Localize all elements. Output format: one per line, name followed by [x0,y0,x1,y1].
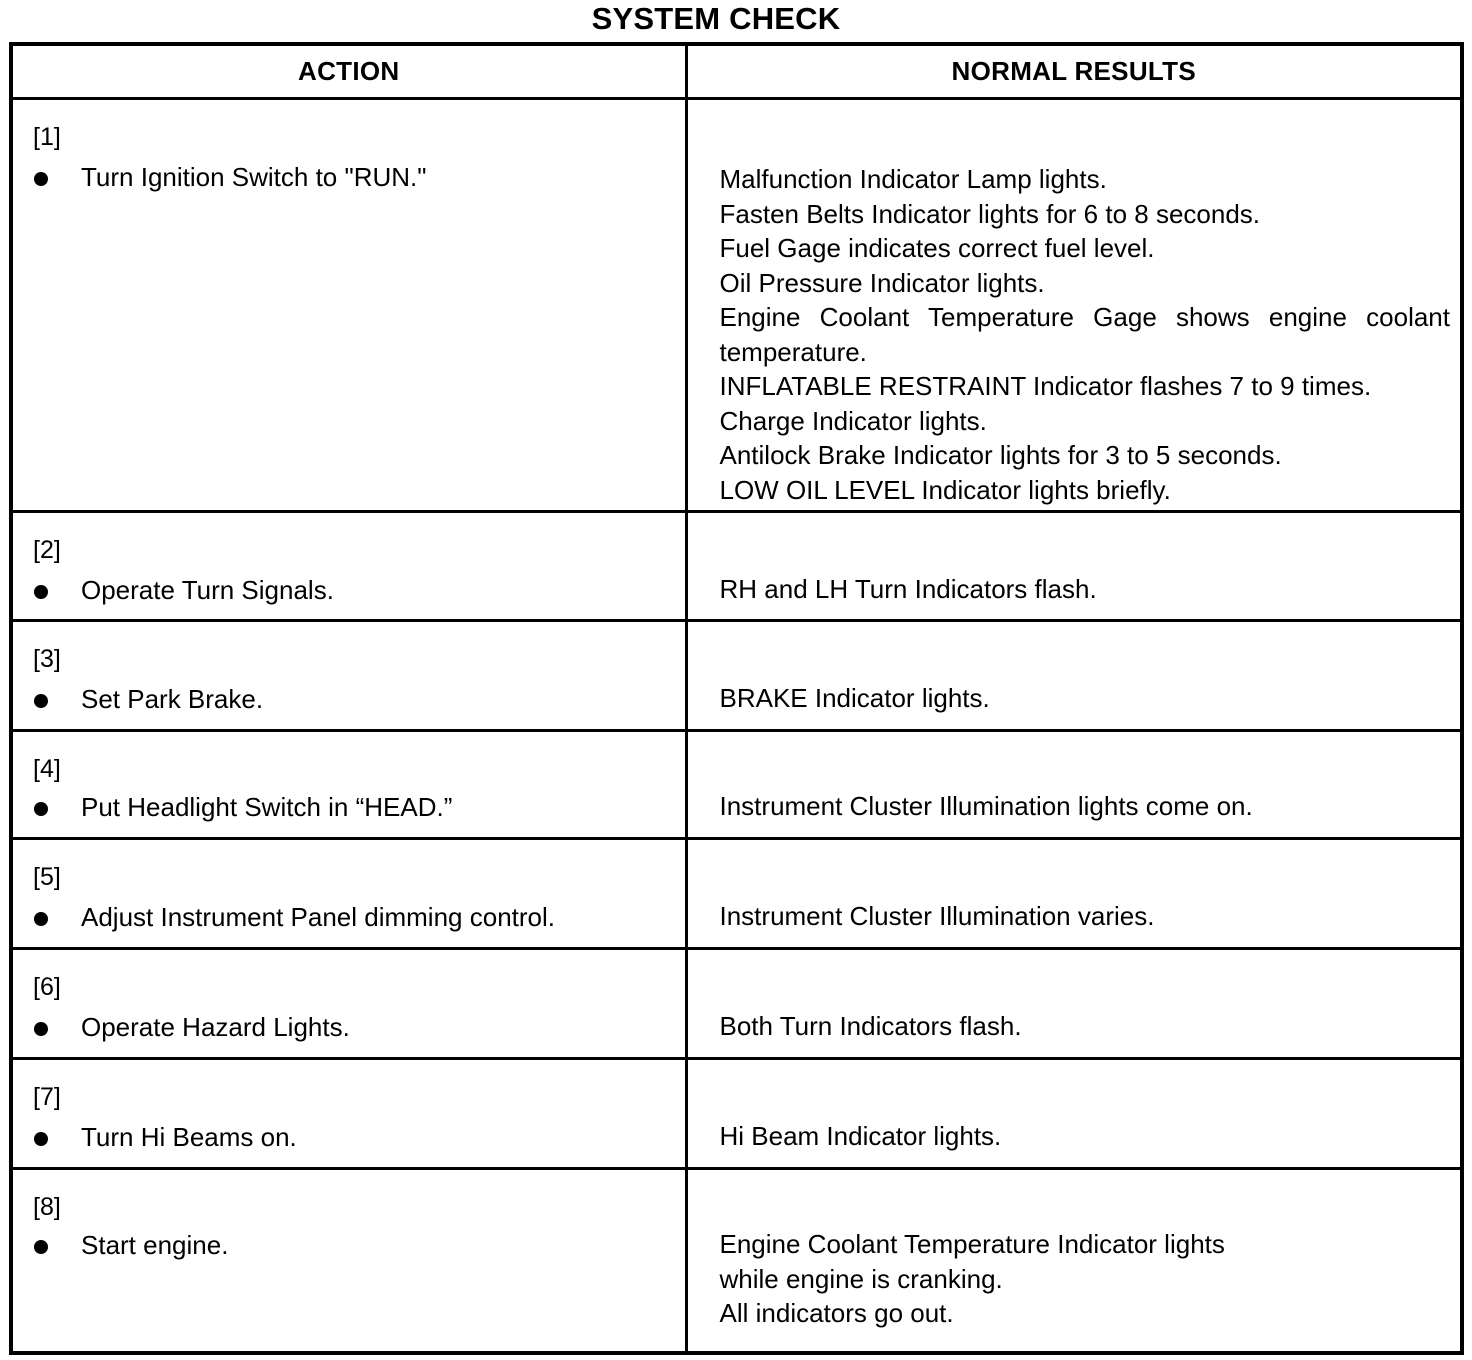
result-line: INFLATABLE RESTRAINT Indicator flashes 7 to 9 times. [719,371,1372,401]
results-list [688,622,1461,716]
system-check-table [9,42,1464,1355]
step-number: [7] [33,1083,61,1111]
table-row [11,621,1462,731]
action-text: Start engine. [81,1230,229,1260]
results-cell [686,512,1462,621]
action-cell [11,99,686,512]
action-column-header: ACTION [11,44,686,99]
step-number: [3] [33,645,61,673]
header-row [11,44,1462,99]
bullet-icon [34,802,48,816]
result-line: Hi Beam Indicator lights. [719,1121,1002,1151]
step-number: [5] [33,863,61,891]
table-row [11,949,1462,1059]
result-line: Fasten Belts Indicator lights for 6 to 8 seconds. [719,198,1261,229]
results-list [688,732,1461,824]
results-list [688,1170,1461,1331]
action-text: Turn Ignition Switch to "RUN." [81,162,427,192]
step-number: [4] [33,755,61,783]
action-cell [11,1059,686,1169]
step-number: [8] [33,1193,61,1221]
result-line: Instrument Cluster Illumination lights come on. [719,791,1253,821]
results-cell [686,1169,1462,1353]
bullet-icon [34,912,48,926]
action-text: Adjust Instrument Panel dimming control. [81,902,555,932]
action-cell [11,839,686,949]
result-line: LOW OIL LEVEL Indicator lights briefly. [719,474,1171,505]
step-number: [1] [33,123,61,151]
action-text: Put Headlight Switch in “HEAD.” [81,792,453,822]
results-cell [686,839,1462,949]
table-row [11,512,1462,621]
result-line: temperature. [719,336,867,367]
action-cell [11,731,686,839]
step-number: [2] [33,536,61,564]
results-list [688,840,1461,934]
bullet-icon [34,1240,48,1254]
result-line: Charge Indicator lights. [719,405,987,436]
bullet-icon [34,1132,48,1146]
result-line: while engine is cranking. [719,1263,1003,1294]
bullet-icon [34,694,48,708]
bullet-icon [34,585,48,599]
results-cell [686,621,1462,731]
action-cell [11,949,686,1059]
step-number: [6] [33,973,61,1001]
result-line: Oil Pressure Indicator lights. [719,267,1045,298]
bullet-icon [34,172,48,186]
result-line: Both Turn Indicators flash. [719,1011,1022,1041]
result-line: Engine Coolant Temperature Gage shows engine coolant [719,302,1450,332]
results-cell [686,731,1462,839]
results-column-header: NORMAL RESULTS [686,44,1462,99]
results-list [688,1060,1461,1154]
table-row [11,1059,1462,1169]
page-title: SYSTEM CHECK [591,1,841,36]
table-row [11,839,1462,949]
table-row [11,99,1462,512]
result-line: RH and LH Turn Indicators flash. [719,574,1097,604]
results-list [688,950,1461,1044]
results-list [688,100,1461,507]
action-cell [11,621,686,731]
result-line: Engine Coolant Temperature Indicator lights [719,1229,1225,1259]
result-line: Instrument Cluster Illumination varies. [719,901,1155,931]
results-cell [686,1059,1462,1169]
result-line: Antilock Brake Indicator lights for 3 to 5 seconds. [719,440,1282,470]
action-text: Turn Hi Beams on. [81,1122,297,1152]
results-cell [686,99,1462,512]
action-cell [11,1169,686,1353]
result-line: BRAKE Indicator lights. [719,683,990,713]
action-text: Operate Hazard Lights. [81,1012,350,1042]
action-text: Operate Turn Signals. [81,575,334,605]
results-cell [686,949,1462,1059]
table-row [11,1169,1462,1353]
action-cell [11,512,686,621]
table-row [11,731,1462,839]
result-line: All indicators go out. [719,1298,954,1328]
result-line: Malfunction Indicator Lamp lights. [719,164,1107,194]
results-list [688,513,1461,607]
bullet-icon [34,1022,48,1036]
result-line: Fuel Gage indicates correct fuel level. [719,233,1155,263]
action-text: Set Park Brake. [81,684,264,714]
